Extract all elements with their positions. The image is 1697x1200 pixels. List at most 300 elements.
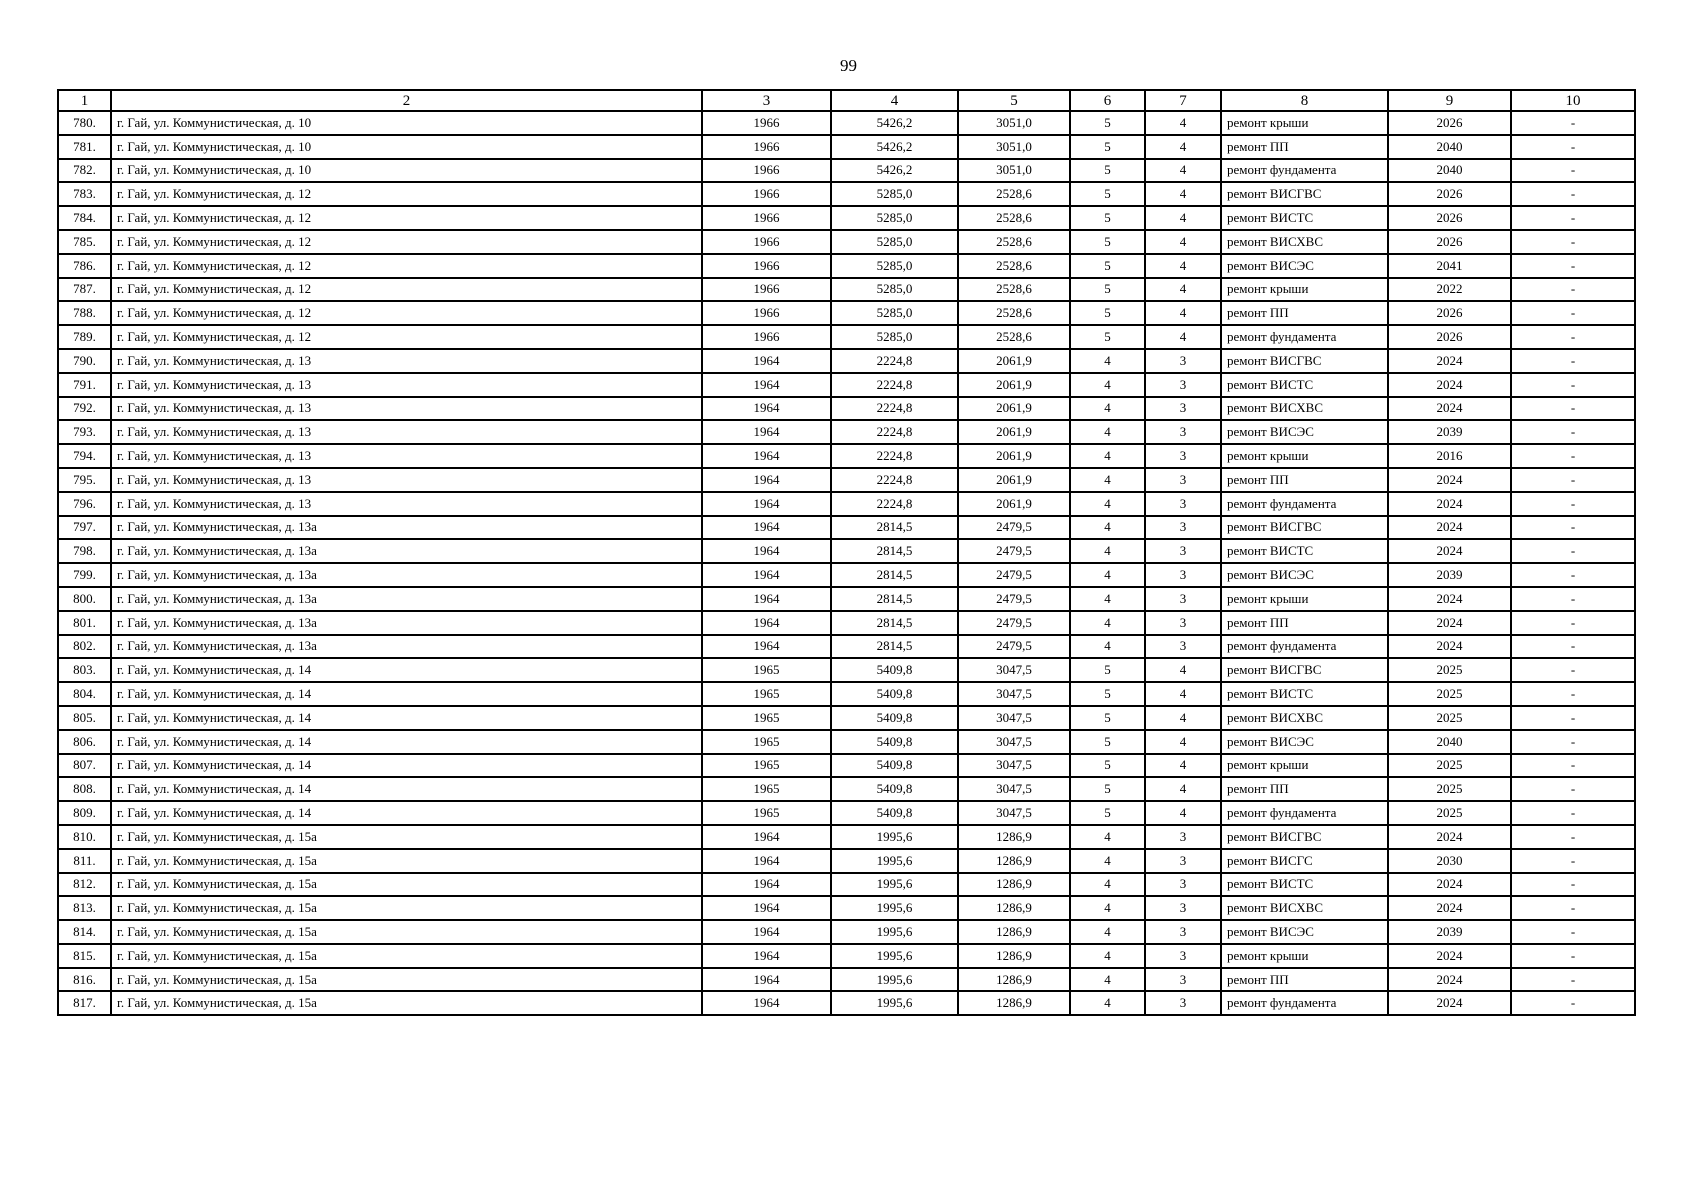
table-row — [58, 730, 1635, 754]
year-cell: 1964 — [702, 373, 831, 397]
work-type-cell: ремонт ВИСГВС — [1221, 182, 1388, 206]
entrances-cell: 3 — [1145, 373, 1221, 397]
area-living-cell: 2061,9 — [958, 397, 1070, 421]
area-living-cell: 3051,0 — [958, 111, 1070, 135]
note-cell: - — [1511, 635, 1635, 659]
area-living-cell: 2479,5 — [958, 635, 1070, 659]
work-type-cell: ремонт ПП — [1221, 135, 1388, 159]
area-cell: 2224,8 — [831, 397, 958, 421]
year-cell: 1964 — [702, 539, 831, 563]
address-cell: г. Гай, ул. Коммунистическая, д. 12 — [111, 182, 702, 206]
year-cell: 1966 — [702, 254, 831, 278]
area-living-cell: 2479,5 — [958, 563, 1070, 587]
floors-cell: 4 — [1070, 563, 1145, 587]
area-living-cell: 2528,6 — [958, 206, 1070, 230]
address-cell: г. Гай, ул. Коммунистическая, д. 13а — [111, 539, 702, 563]
floors-cell: 4 — [1070, 492, 1145, 516]
table-row — [58, 873, 1635, 897]
planned-year-cell: 2024 — [1388, 968, 1511, 992]
row-number-cell: 812. — [58, 873, 111, 897]
area-living-cell: 2528,6 — [958, 325, 1070, 349]
column-header: 6 — [1070, 90, 1145, 111]
floors-cell: 5 — [1070, 206, 1145, 230]
year-cell: 1964 — [702, 920, 831, 944]
note-cell: - — [1511, 968, 1635, 992]
address-cell: г. Гай, ул. Коммунистическая, д. 12 — [111, 254, 702, 278]
address-cell: г. Гай, ул. Коммунистическая, д. 12 — [111, 325, 702, 349]
area-living-cell: 2528,6 — [958, 254, 1070, 278]
note-cell: - — [1511, 944, 1635, 968]
year-cell: 1964 — [702, 968, 831, 992]
year-cell: 1965 — [702, 706, 831, 730]
year-cell: 1964 — [702, 611, 831, 635]
note-cell: - — [1511, 325, 1635, 349]
note-cell: - — [1511, 730, 1635, 754]
address-cell: г. Гай, ул. Коммунистическая, д. 13 — [111, 492, 702, 516]
area-cell: 1995,6 — [831, 944, 958, 968]
row-number-cell: 807. — [58, 754, 111, 778]
planned-year-cell: 2024 — [1388, 611, 1511, 635]
entrances-cell: 4 — [1145, 278, 1221, 302]
row-number-cell: 795. — [58, 468, 111, 492]
area-cell: 1995,6 — [831, 968, 958, 992]
area-living-cell: 2528,6 — [958, 182, 1070, 206]
planned-year-cell: 2025 — [1388, 777, 1511, 801]
work-type-cell: ремонт крыши — [1221, 111, 1388, 135]
entrances-cell: 4 — [1145, 801, 1221, 825]
table-row — [58, 349, 1635, 373]
floors-cell: 5 — [1070, 230, 1145, 254]
entrances-cell: 3 — [1145, 968, 1221, 992]
entrances-cell: 4 — [1145, 182, 1221, 206]
floors-cell: 5 — [1070, 706, 1145, 730]
year-cell: 1966 — [702, 301, 831, 325]
work-type-cell: ремонт фундамента — [1221, 159, 1388, 183]
floors-cell: 4 — [1070, 896, 1145, 920]
area-cell: 5426,2 — [831, 111, 958, 135]
entrances-cell: 3 — [1145, 849, 1221, 873]
table-row — [58, 301, 1635, 325]
work-type-cell: ремонт ВИСТС — [1221, 873, 1388, 897]
address-cell: г. Гай, ул. Коммунистическая, д. 13 — [111, 349, 702, 373]
year-cell: 1966 — [702, 325, 831, 349]
year-cell: 1964 — [702, 587, 831, 611]
floors-cell: 5 — [1070, 658, 1145, 682]
area-living-cell: 3047,5 — [958, 754, 1070, 778]
floors-cell: 4 — [1070, 516, 1145, 540]
entrances-cell: 3 — [1145, 896, 1221, 920]
work-type-cell: ремонт ПП — [1221, 468, 1388, 492]
floors-cell: 4 — [1070, 968, 1145, 992]
floors-cell: 5 — [1070, 111, 1145, 135]
work-type-cell: ремонт ВИСХВС — [1221, 230, 1388, 254]
table-row — [58, 206, 1635, 230]
floors-cell: 4 — [1070, 873, 1145, 897]
planned-year-cell: 2024 — [1388, 349, 1511, 373]
note-cell: - — [1511, 516, 1635, 540]
row-number-cell: 801. — [58, 611, 111, 635]
planned-year-cell: 2040 — [1388, 159, 1511, 183]
note-cell: - — [1511, 301, 1635, 325]
planned-year-cell: 2039 — [1388, 920, 1511, 944]
area-living-cell: 1286,9 — [958, 920, 1070, 944]
planned-year-cell: 2041 — [1388, 254, 1511, 278]
column-header: 7 — [1145, 90, 1221, 111]
planned-year-cell: 2026 — [1388, 206, 1511, 230]
area-living-cell: 1286,9 — [958, 849, 1070, 873]
address-cell: г. Гай, ул. Коммунистическая, д. 13 — [111, 420, 702, 444]
floors-cell: 4 — [1070, 373, 1145, 397]
year-cell: 1965 — [702, 801, 831, 825]
floors-cell: 5 — [1070, 254, 1145, 278]
entrances-cell: 4 — [1145, 254, 1221, 278]
entrances-cell: 4 — [1145, 706, 1221, 730]
entrances-cell: 3 — [1145, 563, 1221, 587]
address-cell: г. Гай, ул. Коммунистическая, д. 14 — [111, 682, 702, 706]
address-cell: г. Гай, ул. Коммунистическая, д. 13а — [111, 563, 702, 587]
entrances-cell: 4 — [1145, 230, 1221, 254]
floors-cell: 4 — [1070, 587, 1145, 611]
area-cell: 5409,8 — [831, 682, 958, 706]
area-living-cell: 3047,5 — [958, 658, 1070, 682]
area-cell: 5426,2 — [831, 135, 958, 159]
table-row — [58, 278, 1635, 302]
area-living-cell: 1286,9 — [958, 825, 1070, 849]
area-living-cell: 2061,9 — [958, 492, 1070, 516]
planned-year-cell: 2040 — [1388, 135, 1511, 159]
row-number-cell: 804. — [58, 682, 111, 706]
planned-year-cell: 2024 — [1388, 539, 1511, 563]
area-cell: 5409,8 — [831, 801, 958, 825]
row-number-cell: 810. — [58, 825, 111, 849]
year-cell: 1966 — [702, 182, 831, 206]
year-cell: 1964 — [702, 492, 831, 516]
floors-cell: 5 — [1070, 801, 1145, 825]
work-type-cell: ремонт ВИСГВС — [1221, 349, 1388, 373]
row-number-cell: 808. — [58, 777, 111, 801]
row-number-cell: 813. — [58, 896, 111, 920]
note-cell: - — [1511, 920, 1635, 944]
row-number-cell: 800. — [58, 587, 111, 611]
note-cell: - — [1511, 563, 1635, 587]
area-living-cell: 3047,5 — [958, 682, 1070, 706]
area-living-cell: 1286,9 — [958, 968, 1070, 992]
column-header: 1 — [58, 90, 111, 111]
work-type-cell: ремонт ВИСТС — [1221, 373, 1388, 397]
year-cell: 1966 — [702, 206, 831, 230]
note-cell: - — [1511, 468, 1635, 492]
floors-cell: 4 — [1070, 444, 1145, 468]
planned-year-cell: 2040 — [1388, 730, 1511, 754]
area-cell: 5285,0 — [831, 278, 958, 302]
address-cell: г. Гай, ул. Коммунистическая, д. 12 — [111, 301, 702, 325]
note-cell: - — [1511, 801, 1635, 825]
year-cell: 1965 — [702, 658, 831, 682]
note-cell: - — [1511, 135, 1635, 159]
note-cell: - — [1511, 420, 1635, 444]
entrances-cell: 4 — [1145, 206, 1221, 230]
year-cell: 1966 — [702, 230, 831, 254]
row-number-cell: 815. — [58, 944, 111, 968]
floors-cell: 5 — [1070, 182, 1145, 206]
note-cell: - — [1511, 230, 1635, 254]
area-living-cell: 2061,9 — [958, 373, 1070, 397]
note-cell: - — [1511, 206, 1635, 230]
address-cell: г. Гай, ул. Коммунистическая, д. 15а — [111, 849, 702, 873]
address-cell: г. Гай, ул. Коммунистическая, д. 13а — [111, 611, 702, 635]
work-type-cell: ремонт ВИСЭС — [1221, 254, 1388, 278]
column-header: 2 — [111, 90, 702, 111]
note-cell: - — [1511, 182, 1635, 206]
planned-year-cell: 2026 — [1388, 301, 1511, 325]
entrances-cell: 3 — [1145, 516, 1221, 540]
entrances-cell: 4 — [1145, 159, 1221, 183]
note-cell: - — [1511, 159, 1635, 183]
year-cell: 1965 — [702, 754, 831, 778]
area-living-cell: 1286,9 — [958, 991, 1070, 1015]
row-number-cell: 802. — [58, 635, 111, 659]
area-cell: 2224,8 — [831, 349, 958, 373]
planned-year-cell: 2022 — [1388, 278, 1511, 302]
year-cell: 1966 — [702, 278, 831, 302]
address-cell: г. Гай, ул. Коммунистическая, д. 14 — [111, 777, 702, 801]
note-cell: - — [1511, 111, 1635, 135]
note-cell: - — [1511, 706, 1635, 730]
row-number-cell: 791. — [58, 373, 111, 397]
area-cell: 5285,0 — [831, 206, 958, 230]
row-number-cell: 816. — [58, 968, 111, 992]
address-cell: г. Гай, ул. Коммунистическая, д. 14 — [111, 658, 702, 682]
address-cell: г. Гай, ул. Коммунистическая, д. 15а — [111, 920, 702, 944]
entrances-cell: 4 — [1145, 111, 1221, 135]
planned-year-cell: 2026 — [1388, 111, 1511, 135]
area-cell: 5285,0 — [831, 254, 958, 278]
table-row — [58, 968, 1635, 992]
table-row — [58, 849, 1635, 873]
floors-cell: 5 — [1070, 301, 1145, 325]
table-row — [58, 754, 1635, 778]
note-cell: - — [1511, 349, 1635, 373]
row-number-cell: 783. — [58, 182, 111, 206]
address-cell: г. Гай, ул. Коммунистическая, д. 15а — [111, 896, 702, 920]
address-cell: г. Гай, ул. Коммунистическая, д. 15а — [111, 968, 702, 992]
floors-cell: 5 — [1070, 754, 1145, 778]
entrances-cell: 4 — [1145, 325, 1221, 349]
address-cell: г. Гай, ул. Коммунистическая, д. 10 — [111, 135, 702, 159]
table-row — [58, 230, 1635, 254]
entrances-cell: 3 — [1145, 611, 1221, 635]
row-number-cell: 806. — [58, 730, 111, 754]
area-living-cell: 1286,9 — [958, 873, 1070, 897]
work-type-cell: ремонт ВИСТС — [1221, 206, 1388, 230]
floors-cell: 4 — [1070, 420, 1145, 444]
table-row — [58, 825, 1635, 849]
work-type-cell: ремонт ВИСЭС — [1221, 730, 1388, 754]
entrances-cell: 3 — [1145, 539, 1221, 563]
address-cell: г. Гай, ул. Коммунистическая, д. 14 — [111, 801, 702, 825]
work-type-cell: ремонт крыши — [1221, 754, 1388, 778]
planned-year-cell: 2026 — [1388, 230, 1511, 254]
area-cell: 2814,5 — [831, 611, 958, 635]
row-number-cell: 788. — [58, 301, 111, 325]
address-cell: г. Гай, ул. Коммунистическая, д. 14 — [111, 706, 702, 730]
floors-cell: 4 — [1070, 468, 1145, 492]
planned-year-cell: 2024 — [1388, 896, 1511, 920]
floors-cell: 4 — [1070, 635, 1145, 659]
address-cell: г. Гай, ул. Коммунистическая, д. 13 — [111, 373, 702, 397]
address-cell: г. Гай, ул. Коммунистическая, д. 10 — [111, 159, 702, 183]
address-cell: г. Гай, ул. Коммунистическая, д. 13а — [111, 516, 702, 540]
entrances-cell: 4 — [1145, 301, 1221, 325]
table-row — [58, 682, 1635, 706]
table-row — [58, 896, 1635, 920]
repair-schedule-table — [57, 89, 1636, 1016]
planned-year-cell: 2025 — [1388, 682, 1511, 706]
row-number-cell: 789. — [58, 325, 111, 349]
area-cell: 1995,6 — [831, 849, 958, 873]
note-cell: - — [1511, 754, 1635, 778]
note-cell: - — [1511, 254, 1635, 278]
floors-cell: 5 — [1070, 730, 1145, 754]
work-type-cell: ремонт фундамента — [1221, 801, 1388, 825]
entrances-cell: 3 — [1145, 468, 1221, 492]
table-row — [58, 658, 1635, 682]
table-row — [58, 635, 1635, 659]
area-cell: 5409,8 — [831, 754, 958, 778]
planned-year-cell: 2026 — [1388, 325, 1511, 349]
address-cell: г. Гай, ул. Коммунистическая, д. 12 — [111, 230, 702, 254]
note-cell: - — [1511, 991, 1635, 1015]
work-type-cell: ремонт ПП — [1221, 777, 1388, 801]
planned-year-cell: 2039 — [1388, 420, 1511, 444]
table-row — [58, 706, 1635, 730]
area-living-cell: 3051,0 — [958, 159, 1070, 183]
planned-year-cell: 2024 — [1388, 373, 1511, 397]
column-header: 9 — [1388, 90, 1511, 111]
area-living-cell: 1286,9 — [958, 944, 1070, 968]
row-number-cell: 781. — [58, 135, 111, 159]
row-number-cell: 790. — [58, 349, 111, 373]
row-number-cell: 796. — [58, 492, 111, 516]
row-number-cell: 814. — [58, 920, 111, 944]
table-body — [58, 111, 1635, 1015]
table-row — [58, 539, 1635, 563]
year-cell: 1964 — [702, 468, 831, 492]
floors-cell: 4 — [1070, 611, 1145, 635]
area-living-cell: 3047,5 — [958, 730, 1070, 754]
planned-year-cell: 2030 — [1388, 849, 1511, 873]
work-type-cell: ремонт ВИСГВС — [1221, 658, 1388, 682]
table-row — [58, 944, 1635, 968]
floors-cell: 5 — [1070, 682, 1145, 706]
entrances-cell: 3 — [1145, 635, 1221, 659]
table-row — [58, 468, 1635, 492]
year-cell: 1966 — [702, 111, 831, 135]
area-cell: 5285,0 — [831, 230, 958, 254]
area-cell: 1995,6 — [831, 825, 958, 849]
area-living-cell: 1286,9 — [958, 896, 1070, 920]
table-row — [58, 325, 1635, 349]
area-cell: 2224,8 — [831, 373, 958, 397]
note-cell: - — [1511, 539, 1635, 563]
row-number-cell: 793. — [58, 420, 111, 444]
table-row — [58, 135, 1635, 159]
work-type-cell: ремонт ВИСЭС — [1221, 563, 1388, 587]
area-living-cell: 2479,5 — [958, 611, 1070, 635]
area-cell: 2224,8 — [831, 492, 958, 516]
entrances-cell: 3 — [1145, 991, 1221, 1015]
entrances-cell: 4 — [1145, 730, 1221, 754]
year-cell: 1966 — [702, 135, 831, 159]
note-cell: - — [1511, 682, 1635, 706]
area-cell: 5409,8 — [831, 777, 958, 801]
work-type-cell: ремонт ПП — [1221, 611, 1388, 635]
year-cell: 1964 — [702, 635, 831, 659]
address-cell: г. Гай, ул. Коммунистическая, д. 15а — [111, 944, 702, 968]
note-cell: - — [1511, 278, 1635, 302]
area-living-cell: 2479,5 — [958, 587, 1070, 611]
area-living-cell: 3051,0 — [958, 135, 1070, 159]
entrances-cell: 4 — [1145, 682, 1221, 706]
year-cell: 1964 — [702, 349, 831, 373]
floors-cell: 5 — [1070, 159, 1145, 183]
work-type-cell: ремонт ВИСТС — [1221, 682, 1388, 706]
area-cell: 5285,0 — [831, 182, 958, 206]
floors-cell: 4 — [1070, 944, 1145, 968]
row-number-cell: 817. — [58, 991, 111, 1015]
entrances-cell: 4 — [1145, 754, 1221, 778]
work-type-cell: ремонт фундамента — [1221, 325, 1388, 349]
work-type-cell: ремонт ВИСГВС — [1221, 516, 1388, 540]
area-cell: 2814,5 — [831, 563, 958, 587]
planned-year-cell: 2025 — [1388, 658, 1511, 682]
work-type-cell: ремонт крыши — [1221, 278, 1388, 302]
work-type-cell: ремонт ВИСГВС — [1221, 825, 1388, 849]
area-living-cell: 3047,5 — [958, 777, 1070, 801]
floors-cell: 4 — [1070, 920, 1145, 944]
note-cell: - — [1511, 658, 1635, 682]
note-cell: - — [1511, 777, 1635, 801]
area-living-cell: 2528,6 — [958, 230, 1070, 254]
year-cell: 1964 — [702, 397, 831, 421]
floors-cell: 5 — [1070, 278, 1145, 302]
area-living-cell: 2479,5 — [958, 516, 1070, 540]
planned-year-cell: 2024 — [1388, 468, 1511, 492]
table-row — [58, 777, 1635, 801]
entrances-cell: 4 — [1145, 135, 1221, 159]
floors-cell: 4 — [1070, 539, 1145, 563]
floors-cell: 4 — [1070, 991, 1145, 1015]
area-living-cell: 2061,9 — [958, 468, 1070, 492]
table-row — [58, 254, 1635, 278]
year-cell: 1965 — [702, 730, 831, 754]
area-cell: 5285,0 — [831, 325, 958, 349]
table-row — [58, 516, 1635, 540]
area-living-cell: 2061,9 — [958, 444, 1070, 468]
planned-year-cell: 2039 — [1388, 563, 1511, 587]
table-row — [58, 991, 1635, 1015]
note-cell: - — [1511, 587, 1635, 611]
table-row — [58, 587, 1635, 611]
note-cell: - — [1511, 492, 1635, 516]
planned-year-cell: 2025 — [1388, 754, 1511, 778]
planned-year-cell: 2024 — [1388, 991, 1511, 1015]
address-cell: г. Гай, ул. Коммунистическая, д. 13 — [111, 397, 702, 421]
entrances-cell: 3 — [1145, 920, 1221, 944]
address-cell: г. Гай, ул. Коммунистическая, д. 12 — [111, 278, 702, 302]
year-cell: 1964 — [702, 991, 831, 1015]
floors-cell: 5 — [1070, 325, 1145, 349]
